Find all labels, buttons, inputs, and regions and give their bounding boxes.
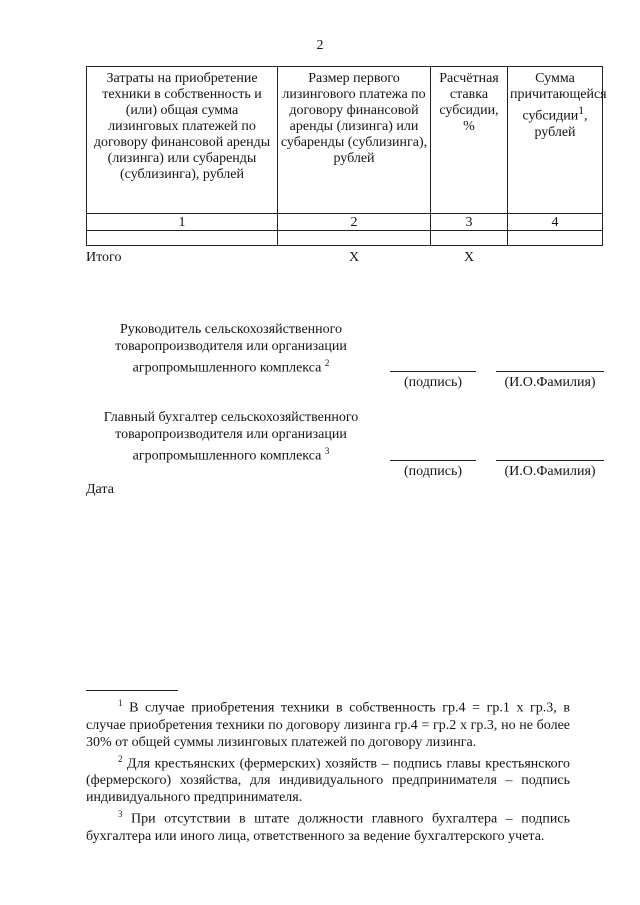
footnote-ref: 2 xyxy=(324,358,330,368)
footnotes xyxy=(86,695,570,845)
signature-caption: (подпись) xyxy=(403,375,463,390)
table-row xyxy=(87,231,603,246)
chief-accountant-title xyxy=(86,409,376,465)
footnote xyxy=(86,751,570,807)
header-cell-subsidy-unit: , рублей xyxy=(534,108,588,140)
table-cell xyxy=(431,231,508,246)
table-cell xyxy=(87,231,278,246)
footnote-mark: 3 xyxy=(118,809,123,820)
header-cell-rate: Расчётная ставка субсидии, % xyxy=(431,67,508,214)
footnote-mark: 1 xyxy=(118,698,123,708)
table-cell xyxy=(508,231,603,246)
footnote-text: При отсутствии в штате должности главного бухгалтера – подпись бухгалтера или иного лица, ответственного за ведение бухгалтерского учета. xyxy=(86,811,570,844)
name-line xyxy=(496,460,604,461)
footnote xyxy=(86,695,570,751)
footnote-separator xyxy=(86,690,178,691)
signature-line xyxy=(390,371,476,372)
header-cell-subsidy-text: Сумма причитающейся субсидии xyxy=(510,71,607,124)
table-header-row xyxy=(87,67,603,214)
signature-caption: (подпись) xyxy=(403,464,463,479)
footnote-text: Для крестьянских (фермерских) хозяйств – подпись главы крестьянского (фермерского) хозяйства, для индивидуального предпринимателя – подпись индивидуального предпринимателя. xyxy=(86,756,570,806)
footnote-ref: 3 xyxy=(324,446,330,456)
name-caption: (И.О.Фамилия) xyxy=(504,464,596,479)
column-number: 2 xyxy=(278,214,431,231)
name-caption: (И.О.Фамилия) xyxy=(504,375,596,390)
header-cell-subsidy-amount xyxy=(508,67,607,214)
header-cell-costs: Затраты на приобретение техники в собственность и (или) общая сумма лизинговых платежей по договору финансовой аренды (лизинга) или субаренды (сублизинга), рублей xyxy=(87,67,278,214)
name-line xyxy=(496,371,604,372)
table-column-numbers-row xyxy=(87,214,603,231)
footnote-ref: 1 xyxy=(578,104,585,117)
total-x-mark: Х xyxy=(464,250,475,265)
page-number: 2 xyxy=(316,38,324,53)
column-number: 4 xyxy=(508,214,603,231)
footnote xyxy=(86,806,570,845)
head-signer-title xyxy=(86,321,376,377)
subsidy-table xyxy=(86,66,607,246)
footnote-text: В случае приобретения техники в собственность гр.4 = гр.1 х гр.3, в случае приобретения техники по договору лизинга гр.4 = гр.2 х гр.3, но не более 30% от общей суммы лизинговых платежей по договору лизинга. xyxy=(86,700,570,750)
header-cell-first-payment: Размер первого лизингового платежа по договору финансовой аренды (лизинга) или субаренды (сублизинга), рублей xyxy=(278,67,431,214)
total-x-mark: Х xyxy=(349,250,360,265)
footnote-mark: 2 xyxy=(118,753,123,764)
column-number: 1 xyxy=(87,214,278,231)
head-signer-text: Руководитель сельскохозяйственного товаропроизводителя или организации агропромышленного комплекса xyxy=(115,322,347,376)
table-cell xyxy=(278,231,431,246)
column-number: 3 xyxy=(431,214,508,231)
signature-line xyxy=(390,460,476,461)
total-label: Итого xyxy=(86,250,122,265)
chief-accountant-text: Главный бухгалтер сельскохозяйственного товаропроизводителя или организации агропромышленного комплекса xyxy=(103,410,359,464)
date-label: Дата xyxy=(86,482,114,497)
